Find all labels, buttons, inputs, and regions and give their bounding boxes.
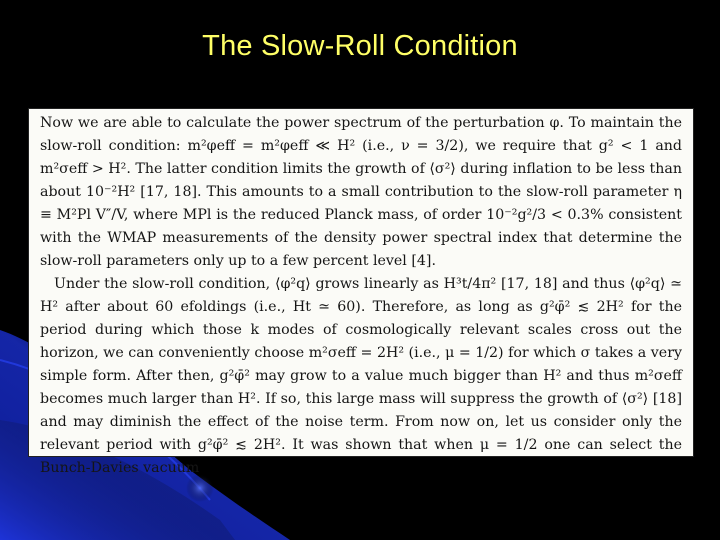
paper-excerpt [28,108,694,476]
slide-title: The Slow-Roll Condition [202,30,518,62]
excerpt-paragraph-1: Now we are able to calculate the power spectrum of the perturbation φ. To maintain the slow-roll condition: m²φeff = m²φeff ≪ H² (i.e., ν = 3/2), we require that g² < 1 and m²σeff > H². The latter condition limits the growth of ⟨σ²⟩ during inflation to be less than about 10⁻²H² [17, 18]. This amounts to a small contribution to the slow-roll parameter η ≡ M²Pl V″/V, where MPl is the reduced Planck mass, of order 10⁻²g²/3 < 0.3% consistent with the WMAP measurements of the density power spectral index that determine the slow-roll parameters only up to a few percent level [4]. [40,115,682,269]
excerpt-paragraph-2: Under the slow-roll condition, ⟨φ²q⟩ grows linearly as H³t/4π² [17, 18] and thus ⟨φ²q⟩ ≃ H² after about 60 efoldings (i.e., Ht ≃ 60). Therefore, as long as g²φ̄² ≲ 2H² for the period during which those k modes of cosmologically relevant scales cross out the horizon, we can conveniently choose m²σeff = 2H² (i.e., μ = 1/2) for which σ takes a very simple form. After then, g²φ̄² may grow to a value much bigger than H² and thus m²σeff becomes much larger than H². If so, this large mass will suppress the growth of ⟨σ²⟩ [18] and may diminish the effect of the noise term. From now on, let us consider only the relevant period with g²φ̄² ≲ 2H². It was shown that when μ = 1/2 one can select the Bunch-Davies vacuum [40,276,682,476]
